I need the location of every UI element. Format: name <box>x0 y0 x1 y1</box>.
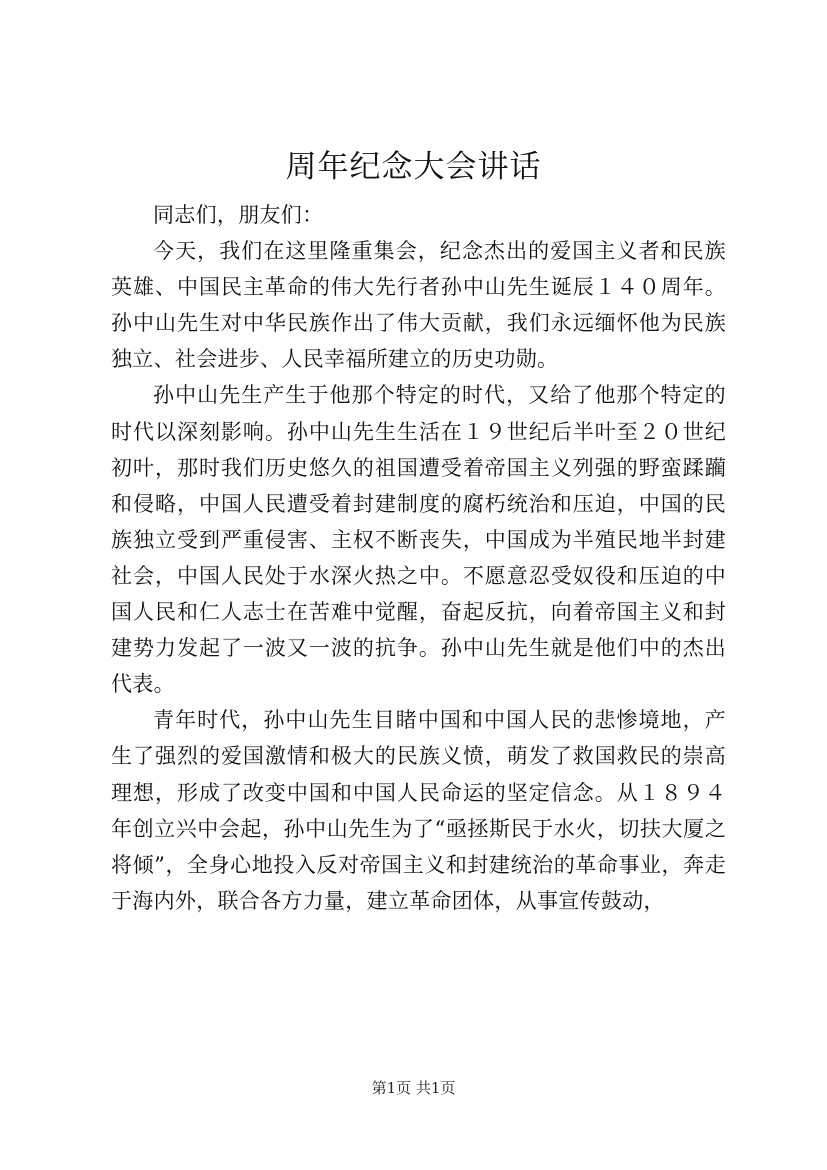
document-title: 周年纪念大会讲话 <box>285 149 542 185</box>
body-paragraph-3: 青年时代，孙中山先生目睹中国和中国人民的悲惨境地，产生了强烈的爱国激情和极大的民族义愤，萌发了救国救民的崇高理想，形成了改变中国和中国人民命运的坚定信念。从１８９４年创立兴中会起，孙中山先生为了“亟拯斯民于水火，切扶大厦之将倾”，全身心地投入反对帝国主义和封建统治的革命事业，奔走于海内外，联合各方力量，建立革命团体，从事宣传鼓动， <box>111 708 726 913</box>
page-number-footer: 第1页 共1页 <box>371 1079 456 1097</box>
body-paragraph-1: 今天，我们在这里隆重集会，纪念杰出的爱国主义者和民族英雄、中国民主革命的伟大先行者孙中山先生诞辰１４０周年。孙中山先生对中华民族作出了伟大贡献，我们永远缅怀他为民族独立、社会进步、人民幸福所建立的历史功勋。 <box>111 239 726 372</box>
salutation-paragraph: 同志们，朋友们： <box>153 203 324 227</box>
body-paragraph-2: 孙中山先生产生于他那个特定的时代，又给了他那个特定的时代以深刻影响。孙中山先生生活在１９世纪后半叶至２０世纪初叶，那时我们历史悠久的祖国遭受着帝国主义列强的野蛮蹂躏和侵略，中国人民遭受着封建制度的腐朽统治和压迫，中国的民族独立受到严重侵害、主权不断丧失，中国成为半殖民地半封建社会，中国人民处于水深火热之中。不愿意忍受奴役和压迫的中国人民和仁人志士在苦难中觉醒，奋起反抗，向着帝国主义和封建势力发起了一波又一波的抗争。孙中山先生就是他们中的杰出代表。 <box>111 383 726 697</box>
document-body <box>111 197 726 919</box>
